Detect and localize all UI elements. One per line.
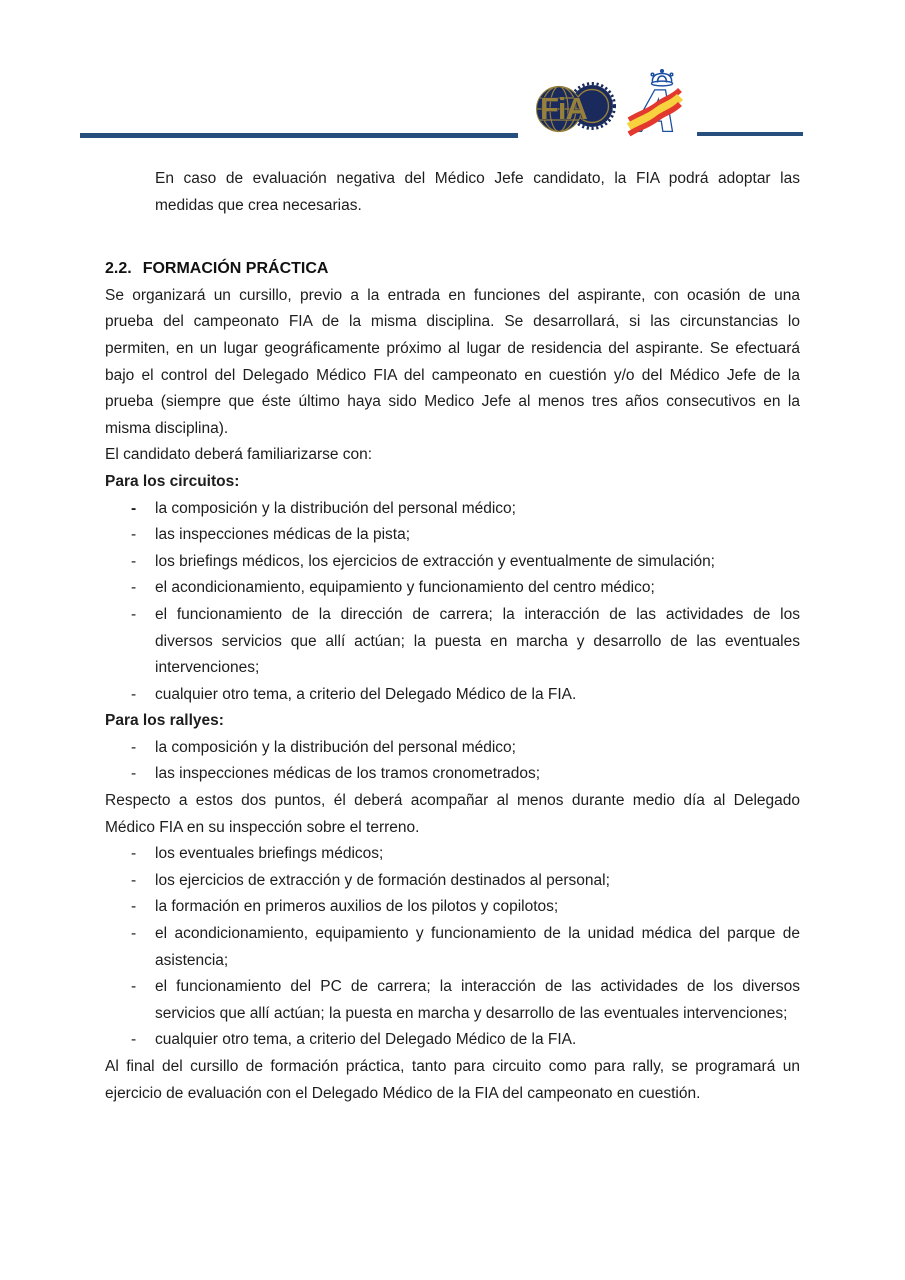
text-line: intervenciones; (155, 659, 260, 677)
header-rule-left (80, 133, 518, 138)
text-line: el acondicionamiento, equipamiento y funcionamiento de la unidad médica del parque de (155, 925, 800, 943)
list-item (105, 602, 800, 682)
text-line: los briefings médicos, los ejercicios de extracción y eventualmente de simulación; (155, 552, 715, 570)
text-line: los eventuales briefings médicos; (155, 845, 384, 863)
text-line: ejercicio de evaluación con el Delegado Médico de la FIA del campeonato en cuestión. (105, 1084, 701, 1102)
list-item (105, 868, 800, 895)
text-line: la composición y la distribución del personal médico; (155, 738, 516, 756)
intro-paragraph (155, 166, 800, 219)
circuits-header: Para los circuitos: (105, 472, 240, 490)
fia-logo-icon (532, 82, 620, 134)
text-line: asistencia; (155, 951, 229, 969)
text-line: el funcionamiento del PC de carrera; la interacción de las actividades de los diversos (155, 978, 800, 996)
rfeda-letter-a: A (634, 79, 676, 140)
text-line: Se organizará un cursillo, previo a la entrada en funciones del aspirante, con ocasión de una (105, 286, 800, 304)
text-line: permiten, en un lugar geográficamente próximo al lugar de residencia del aspirante. Se efectuará (105, 339, 800, 357)
dash-bullet: - (131, 526, 137, 544)
text-line: diversos servicios que allí actúan; la puesta en marcha y desarrollo de las eventuales (155, 632, 800, 650)
text-line: la composición y la distribución del personal médico; (155, 499, 516, 517)
dash-bullet: - (131, 978, 137, 996)
training-paragraph (105, 283, 800, 443)
text-line: el acondicionamiento, equipamiento y funcionamiento del centro médico; (155, 579, 655, 597)
text-line: Médico FIA en su inspección sobre el terreno. (105, 818, 420, 836)
section-title: FORMACIÓN PRÁCTICA (142, 260, 329, 278)
text-line: la formación en primeros auxilios de los pilotos y copilotos; (155, 898, 559, 916)
text-line: misma disciplina). (105, 419, 229, 437)
section-heading (105, 256, 800, 283)
text-line: las inspecciones médicas de la pista; (155, 526, 411, 544)
dash-bullet: - (131, 871, 137, 889)
list-item (105, 522, 800, 549)
text-line: Al final del cursillo de formación práctica, tanto para circuito como para rally, se programará un (105, 1058, 800, 1075)
respecto-paragraph (105, 788, 800, 841)
list-item (105, 894, 800, 921)
text-line: cualquier otro tema, a criterio del Delegado Médico de la FIA. (155, 685, 577, 703)
list-item (105, 921, 800, 974)
dash-bullet: - (131, 499, 137, 517)
fia-logo-text: FiA (540, 91, 587, 126)
closing-paragraph (105, 1054, 800, 1107)
dash-bullet: - (131, 579, 137, 597)
dash-bullet: - (131, 765, 137, 783)
list-item (105, 761, 800, 788)
familiarize-line: El candidato deberá familiarizarse con: (105, 446, 373, 464)
dash-bullet: - (131, 1031, 137, 1049)
text-line: prueba (siempre que éste último haya sido Medico Jefe al menos tres años consecutivos en la (105, 393, 800, 411)
dash-bullet: - (131, 738, 137, 756)
header-rule-right (697, 132, 803, 136)
text-line: las inspecciones médicas de los tramos cronometrados; (155, 765, 541, 783)
list-item (105, 682, 800, 709)
dash-bullet: - (131, 685, 137, 703)
list-item (105, 549, 800, 576)
text-line: Respecto a estos dos puntos, él deberá acompañar al menos durante medio día al Delegado (105, 792, 800, 810)
dash-bullet: - (131, 552, 137, 570)
text-line: cualquier otro tema, a criterio del Delegado Médico de la FIA. (155, 1031, 577, 1049)
list-item (105, 496, 800, 523)
list-item (105, 974, 800, 1027)
text-line: medidas que crea necesarias. (155, 196, 362, 214)
text-line: el funcionamiento de la dirección de carrera; la interacción de las actividades de los (155, 605, 800, 623)
list-item (105, 841, 800, 868)
dash-bullet: - (131, 925, 137, 943)
text-line: servicios que allí actúan; la puesta en marcha y desarrollo de las eventuales intervenciones; (155, 1004, 788, 1022)
text-line: En caso de evaluación negativa del Médico Jefe candidato, la FIA podrá adoptar las (155, 170, 800, 187)
text-line: los ejercicios de extracción y de formación destinados al personal; (155, 871, 610, 889)
list-item (105, 735, 800, 762)
list-item (105, 1027, 800, 1054)
document-body (105, 166, 800, 1107)
rfeda-logo-icon (626, 66, 694, 140)
text-line: prueba del campeonato FIA de la misma disciplina. Se desarrollará, si las circunstancias lo (105, 313, 800, 331)
dash-bullet: - (131, 845, 137, 863)
list-item (105, 575, 800, 602)
section-number: 2.2. (105, 260, 132, 278)
dash-bullet: - (131, 898, 137, 916)
dash-bullet: - (131, 605, 137, 623)
text-line: bajo el control del Delegado Médico FIA del campeonato en cuestión y/o del Médico Jefe de la (105, 366, 800, 384)
rallyes-header: Para los rallyes: (105, 712, 224, 730)
